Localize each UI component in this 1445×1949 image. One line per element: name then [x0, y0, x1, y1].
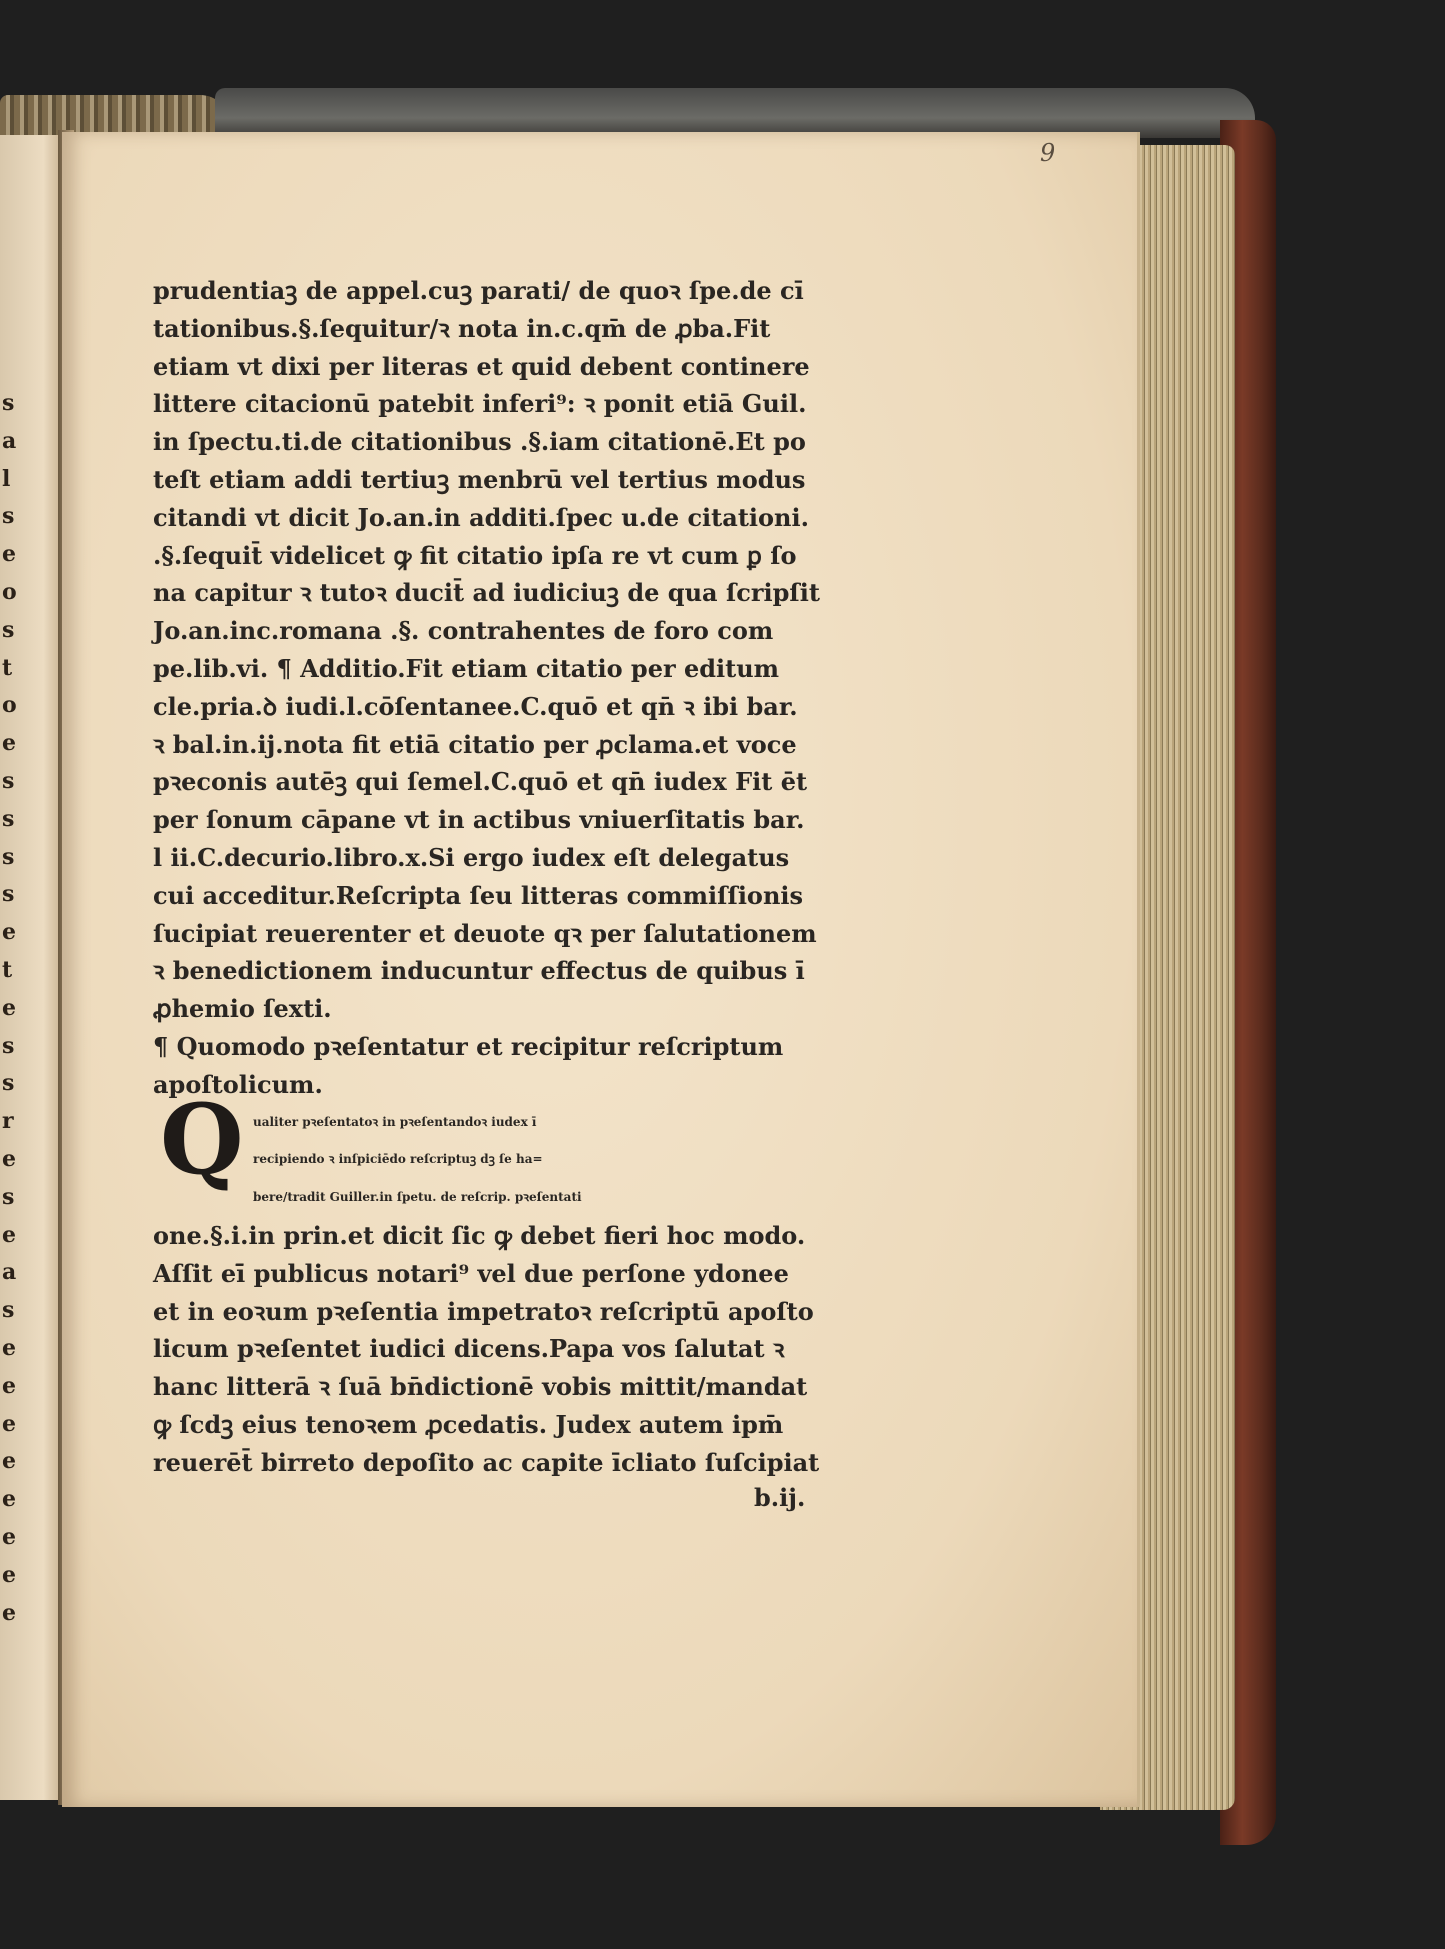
left-page-letter: t [2, 654, 13, 681]
text-line: reuerēt̄ birreto depoſito ac capite īcliato ſuſcipiat [153, 1447, 820, 1477]
left-page-letter: e [2, 730, 16, 757]
left-page-letter: e [2, 1599, 16, 1626]
decorated-initial-letter: Q [160, 1083, 244, 1196]
left-page-letter: e [2, 541, 16, 568]
left-page-letter: e [2, 1221, 16, 1248]
main-text-block [153, 272, 923, 1482]
text-line: citandi vt dicit Jo.an.in additi.ſpec u.de citationi. [153, 502, 809, 532]
text-line: ſucipiat reuerenter et deuote qꝛ per ſalutationem [153, 918, 817, 948]
text-line: hanc litterā ꝛ ſuā bn̄dictionē vobis mittit/mandat [153, 1372, 808, 1402]
book-cover-top-edge [215, 88, 1255, 138]
left-page-letter: s [2, 1297, 15, 1324]
text-line: .§.ſequit̄ videlicet ꝙ fit citatio ipſa re vt cum ꝑ ſo [153, 540, 797, 570]
left-page-letter-column [2, 385, 20, 1632]
text-line: licum pꝛeſentet iudici dicens.Papa vos ſalutat ꝛ [153, 1334, 785, 1364]
left-page-letter: e [2, 1334, 16, 1361]
text-line: ꝙ ſcdꝫ eius tenoꝛem ꝓcedatis. Judex autem ipm̄ [153, 1409, 784, 1439]
text-line: cle.pria.ꝺ iudi.l.cōſentanee.C.quō et qn̄ ꝛ ibi bar. [153, 691, 798, 721]
left-page-letter: s [2, 390, 15, 416]
text-line: apoſtolicum. [153, 1069, 323, 1099]
folio-number: 9 [1040, 139, 1056, 167]
left-page-letter: s [2, 767, 15, 794]
left-page-letter: e [2, 1145, 16, 1172]
text-line: ꝓhemio ſexti. [153, 994, 332, 1024]
left-page-letter: e [2, 1410, 16, 1437]
signature-mark: b.ij. [754, 1483, 806, 1512]
text-line: ualiter pꝛeſentatoꝛ in pꝛeſentandoꝛ iudex ī [253, 1114, 537, 1129]
text-line: ¶ Quomodo pꝛeſentatur et recipitur reſcriptum [153, 1031, 784, 1061]
left-page-letter: r [2, 1108, 14, 1135]
text-line: Aſſit eī̄ publicus notari⁹ vel due perſone ydonee [153, 1258, 789, 1288]
left-page-letter: s [2, 1070, 15, 1097]
text-line: na capitur ꝛ tutoꝛ ducit̄ ad iudiciuꝫ de qua ſcripſit [153, 578, 820, 608]
left-page-letter: e [2, 1486, 16, 1513]
left-page-letter: s [2, 881, 15, 908]
text-line: per ſonum cāpane vt in actibus vniuerſitatis bar. [153, 805, 805, 835]
left-page-fragment [0, 135, 64, 1800]
text-line: Jo.an.inc.romana .§. contrahentes de foro com [153, 616, 774, 646]
text-line: tationibus.§.ſequitur/ꝛ nota in.c.qm̄ de ꝓba.Fit [153, 313, 771, 343]
text-lines-before-initial [153, 272, 923, 1104]
left-page-letter: a [2, 1259, 17, 1286]
left-page-letter: e [2, 1561, 16, 1588]
left-page-letter: a [2, 427, 17, 454]
text-line: recipiendo ꝛ inſpiciēdo reſcriptuꝫ dꝫ ſe ha= [253, 1152, 543, 1167]
text-line: teſt etiam addi tertiuꝫ menbrū vel tertius modus [153, 464, 806, 494]
left-page-letter: o [2, 578, 17, 605]
text-line: littere citacionū patebit inferi⁹: ꝛ ponit etiā Guil. [153, 389, 807, 419]
left-page-letter: t [2, 956, 13, 983]
left-page-letter: s [2, 805, 15, 832]
text-lines-after-initial [153, 1217, 923, 1482]
text-line: ꝛ bal.in.ij.nota fit etiā citatio per ꝓclama.et voce [153, 729, 797, 759]
left-page-letter: l [2, 465, 11, 492]
left-page-letter: s [2, 843, 15, 870]
left-page-letter: e [2, 919, 16, 946]
text-line: etiam vt dixi per literas et quid debent continere [153, 351, 810, 381]
left-page-letter: s [2, 1032, 15, 1059]
text-line: in ſpectu.ti.de citationibus .§.iam citationē.Et po [153, 427, 806, 457]
text-line: one.§.i.in prin.et dicit ſic ꝙ debet fieri hoc modo. [153, 1220, 806, 1250]
left-page-letter: e [2, 1448, 16, 1475]
text-line: ꝛ benedictionem inducuntur effectus de quibus ī [153, 956, 805, 986]
text-line: pe.lib.vi. ¶ Additio.Fit etiam citatio per editum [153, 653, 780, 683]
text-line: et in eoꝛum pꝛeſentia impetratoꝛ reſcriptū apoſto [153, 1296, 814, 1326]
left-page-letter: e [2, 1372, 16, 1399]
left-page-letter: s [2, 503, 15, 530]
text-line: prudentiaꝫ de appel.cuꝫ parati/ de quoꝛ ſpe.de cī [153, 276, 804, 305]
left-page-letter: o [2, 692, 17, 719]
left-page-letter: e [2, 1523, 16, 1550]
left-page-letter: e [2, 994, 16, 1021]
text-line: l ii.C.decurio.libro.x.Si ergo iudex eſt delegatus [153, 842, 790, 872]
left-page-letter: s [2, 616, 15, 643]
left-page-letter: s [2, 1183, 15, 1210]
text-line: pꝛeconis autēꝫ qui ſemel.C.quō et qn̄ iudex Fit ēt [153, 767, 808, 797]
text-line: bere/tradit Guiller.in ſpetu. de reſcrip. pꝛeſentati [253, 1190, 582, 1205]
text-lines-beside-initial [153, 1104, 923, 1217]
text-line: cui acceditur.Reſcripta ſeu litteras commiſſionis [153, 880, 804, 910]
